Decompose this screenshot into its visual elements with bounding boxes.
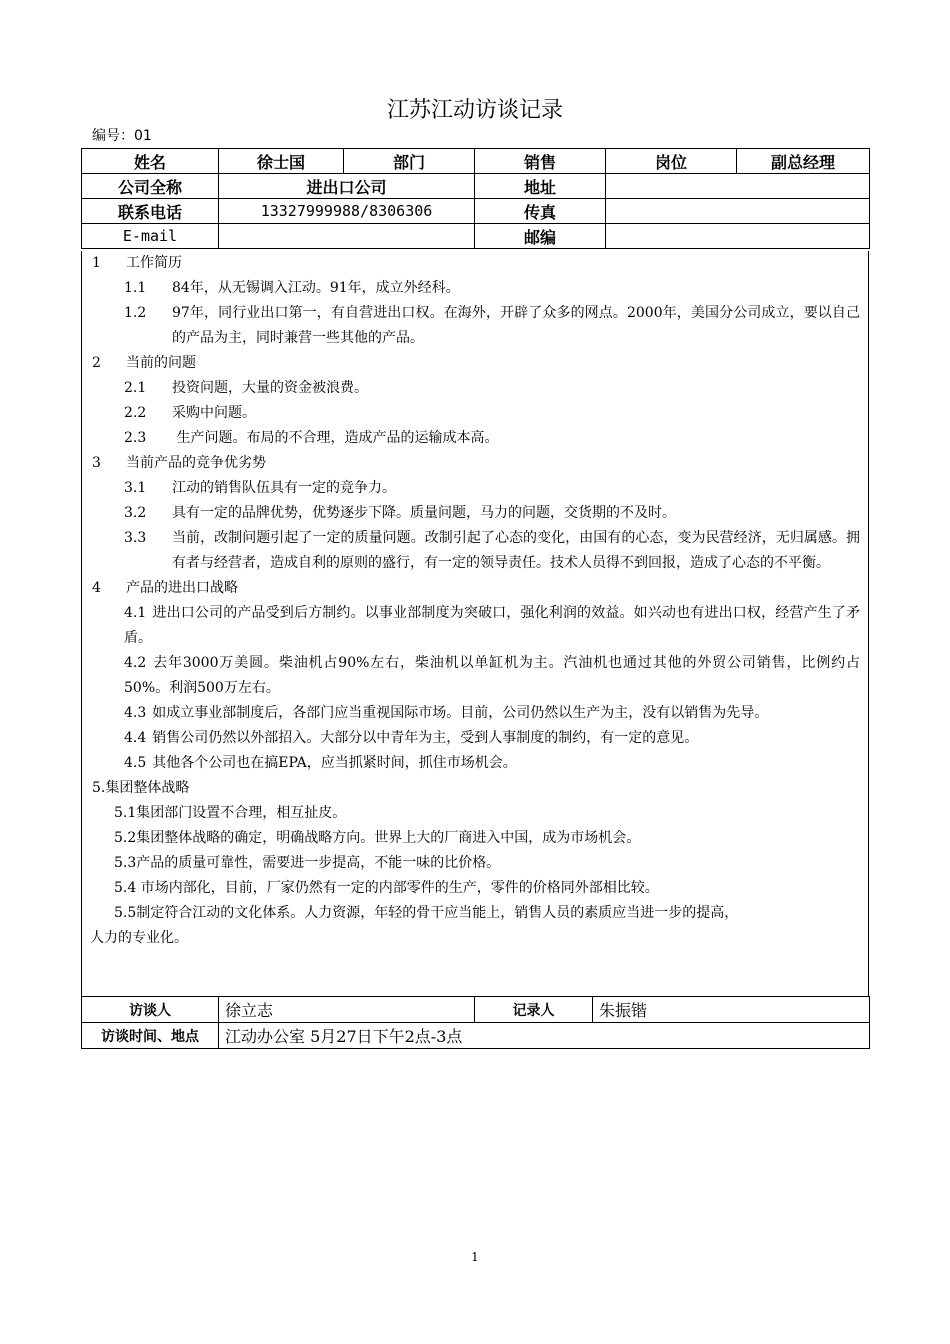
postcode-value <box>606 224 870 249</box>
item-text: 制定符合江动的文化体系。人力资源，年轻的骨干应当能上，销售人员的素质应当进一步的提高， <box>136 905 739 921</box>
list-item <box>82 426 868 451</box>
item-text: 84年，从无锡调入江动。91年，成立外经科。 <box>172 280 460 296</box>
interviewer-label: 访谈人 <box>82 997 219 1023</box>
item-number: 3.1 <box>124 480 147 496</box>
email-label: E-mail <box>82 224 219 249</box>
post-label: 岗位 <box>606 149 737 174</box>
list-item <box>82 851 868 876</box>
footer-table <box>81 996 870 1049</box>
item-number: 4.2 <box>124 655 147 671</box>
item-number: 1.2 <box>124 305 147 321</box>
section-number: 4 <box>92 580 101 596</box>
section-title: 产品的进出口战略 <box>126 580 238 596</box>
item-number: 3.3 <box>124 530 147 546</box>
item-text: 采购中问题。 <box>172 405 256 421</box>
section-heading <box>82 451 868 476</box>
item-text-continued: 人力的专业化。 <box>90 930 188 946</box>
list-item <box>82 901 868 951</box>
item-number: 4.4 <box>124 730 147 746</box>
section-number: 1 <box>92 255 101 271</box>
list-item <box>82 601 868 651</box>
page-number: 1 <box>471 1250 479 1264</box>
list-item <box>82 801 868 826</box>
item-text: 进出口公司的产品受到后方制约。以事业部制度为突破口，强化利润的效益。如兴动也有进出口权，经营产生了矛盾。 <box>124 605 860 646</box>
item-text: 如成立事业部制度后，各部门应当重视国际市场。目前，公司仍然以生产为主，没有以销售为先导。 <box>152 705 769 721</box>
item-text: 江动的销售队伍具有一定的竞争力。 <box>172 480 396 496</box>
item-text: 集团部门设置不合理，相互扯皮。 <box>136 805 347 821</box>
item-number: 5.4 <box>114 880 137 896</box>
item-number: 3.2 <box>124 505 147 521</box>
time-place-label: 访谈时间、地点 <box>82 1023 219 1049</box>
section-heading <box>82 776 868 801</box>
recorder-value: 朱振锴 <box>593 997 870 1023</box>
table-row <box>82 997 870 1023</box>
document-number: 编号：01 <box>92 128 152 144</box>
postcode-label: 邮编 <box>475 224 606 249</box>
item-text: 集团整体战略的确定，明确战略方向。世界上大的厂商进入中国，成为市场机会。 <box>136 830 641 846</box>
item-number: 5.1 <box>114 805 137 821</box>
table-row <box>82 224 870 249</box>
name-value: 徐士国 <box>219 149 344 174</box>
dept-value: 销售 <box>475 149 606 174</box>
document-title: 江苏江动访谈记录 <box>386 98 563 123</box>
item-text: 当前，改制问题引起了一定的质量问题。改制引起了心态的变化，由国有的心态，变为民营经济，无归属感。拥有者与经营者，造成自利的原则的盛行，有一定的领导责任。技术人员得不到回报，造成了心态的不平衡。 <box>172 530 860 571</box>
fax-label: 传真 <box>475 199 606 224</box>
post-value: 副总经理 <box>737 149 870 174</box>
info-table <box>81 148 870 249</box>
item-number: 4.1 <box>124 605 147 621</box>
item-text: 投资问题，大量的资金被浪费。 <box>172 380 368 396</box>
section-heading <box>82 251 868 276</box>
email-value <box>219 224 475 249</box>
item-text: 具有一定的品牌优势，优势逐步下降。质量问题，马力的问题，交货期的不及时。 <box>172 505 676 521</box>
section-heading <box>82 351 868 376</box>
list-item <box>82 376 868 401</box>
fax-value <box>606 199 870 224</box>
table-row <box>82 149 870 174</box>
item-text: 产品的质量可靠性，需要进一步提高，不能一味的比价格。 <box>136 855 501 871</box>
company-label: 公司全称 <box>82 174 219 199</box>
list-item <box>82 401 868 426</box>
section-title: 当前产品的竞争优劣势 <box>126 455 266 471</box>
item-number: 1.1 <box>124 280 147 296</box>
item-number: 5.2 <box>114 830 137 846</box>
address-value <box>606 174 870 199</box>
interview-content <box>81 251 869 996</box>
table-row <box>82 199 870 224</box>
section-title: 工作简历 <box>126 255 182 271</box>
list-item <box>82 651 868 701</box>
item-number: 5.5 <box>114 905 137 921</box>
table-row <box>82 174 870 199</box>
address-label: 地址 <box>475 174 606 199</box>
item-number: 5.3 <box>114 855 137 871</box>
item-number: 2.3 <box>124 430 147 446</box>
list-item <box>82 526 868 576</box>
item-text: 市场内部化，目前，厂家仍然有一定的内部零件的生产，零件的价格同外部相比较。 <box>136 880 659 896</box>
recorder-label: 记录人 <box>475 997 593 1023</box>
dept-label: 部门 <box>344 149 475 174</box>
list-item <box>82 876 868 901</box>
item-text: 销售公司仍然以外部招入。大部分以中青年为主，受到人事制度的制约，有一定的意见。 <box>152 730 699 746</box>
interviewer-value: 徐立志 <box>219 997 475 1023</box>
section-title: 集团整体战略 <box>105 780 190 796</box>
section-number: 3 <box>92 455 101 471</box>
company-value: 进出口公司 <box>219 174 475 199</box>
item-text: 其他各个公司也在搞EPA，应当抓紧时间，抓住市场机会。 <box>152 755 517 771</box>
item-number: 2.2 <box>124 405 147 421</box>
item-text: 生产问题。布局的不合理，造成产品的运输成本高。 <box>172 430 499 446</box>
list-item <box>82 476 868 501</box>
phone-label: 联系电话 <box>82 199 219 224</box>
list-item <box>82 301 868 351</box>
time-place-value: 江动办公室 5月27日下午2点-3点 <box>219 1023 870 1049</box>
list-item <box>82 751 868 776</box>
list-item <box>82 826 868 851</box>
section-heading <box>82 576 868 601</box>
section-number: 2 <box>92 355 101 371</box>
item-text: 97年，同行业出口第一，有自营进出口权。在海外，开辟了众多的网点。2000年，美国分公司成立，要以自己的产品为主，同时兼营一些其他的产品。 <box>172 305 860 346</box>
list-item <box>82 701 868 726</box>
item-number: 4.3 <box>124 705 147 721</box>
item-number: 4.5 <box>124 755 147 771</box>
section-title: 当前的问题 <box>126 355 196 371</box>
table-row <box>82 1023 870 1049</box>
section-number: 5. <box>92 780 106 796</box>
item-text: 去年3000万美圆。柴油机占90%左右，柴油机以单缸机为主。汽油机也通过其他的外贸公司销售，比例约占50%。利润500万左右。 <box>124 655 860 696</box>
item-number: 2.1 <box>124 380 147 396</box>
list-item <box>82 276 868 301</box>
list-item <box>82 726 868 751</box>
list-item <box>82 501 868 526</box>
phone-value: 13327999988/8306306 <box>219 199 475 224</box>
name-label: 姓名 <box>82 149 219 174</box>
